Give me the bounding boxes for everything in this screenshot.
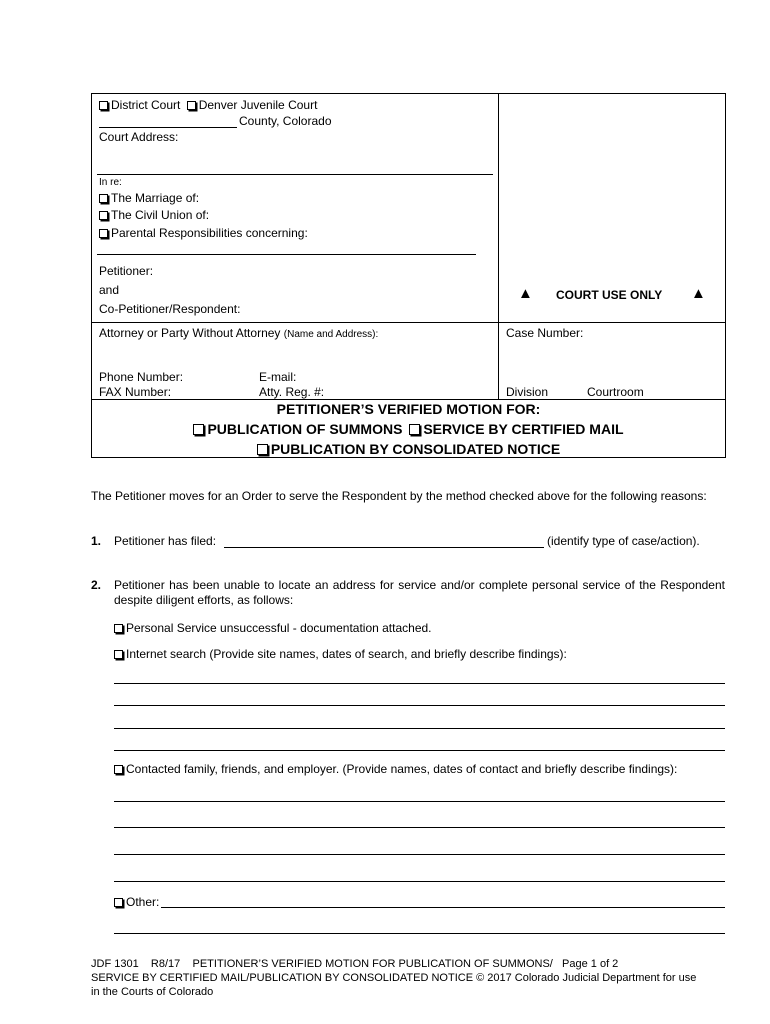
checkbox-denver-juvenile-court[interactable] (187, 101, 196, 110)
internet-search-label: Internet search (Provide site names, dates of search, and briefly describe findings): (126, 647, 567, 661)
county-blank-line[interactable] (99, 127, 237, 128)
triangle-right-icon: ▲ (691, 285, 706, 302)
publication-of-summons-label: PUBLICATION OF SUMMONS (207, 421, 403, 437)
phone-label: Phone Number: (99, 370, 184, 384)
checkbox-personal-service[interactable] (114, 624, 123, 633)
other-line-2[interactable] (114, 933, 725, 934)
court-use-only-label: COURT USE ONLY (556, 288, 663, 302)
fax-label: FAX Number: (99, 385, 172, 399)
denver-juvenile-court-label: Denver Juvenile Court (198, 98, 318, 112)
publication-consolidated-label: PUBLICATION BY CONSOLIDATED NOTICE (270, 441, 561, 457)
caption-divider (498, 93, 499, 399)
email-label: E-mail: (259, 370, 297, 384)
contacted-line-3[interactable] (114, 854, 725, 855)
contacted-line-2[interactable] (114, 827, 725, 828)
item-1-number: 1. (91, 534, 102, 548)
parties-name-line[interactable] (97, 254, 476, 255)
internet-line-4[interactable] (114, 750, 725, 751)
footer-line-3: in the Courts of Colorado (91, 986, 214, 998)
option-personal-service (114, 621, 432, 635)
case-number-label: Case Number: (506, 326, 584, 340)
marriage-label: The Marriage of: (111, 191, 200, 205)
footer-line-2: SERVICE BY CERTIFIED MAIL/PUBLICATION BY CONSOLIDATED NOTICE © 2017 Colorado Judicial Department for use (91, 972, 697, 984)
division-label: Division (506, 385, 549, 399)
internet-line-3[interactable] (114, 728, 725, 729)
footer-line-1: JDF 1301 R8/17 PETITIONER’S VERIFIED MOTION FOR PUBLICATION OF SUMMONS/ Page 1 of 2 (91, 958, 619, 970)
option-other (114, 895, 159, 909)
checkbox-contacted-family[interactable] (114, 765, 123, 774)
service-by-certified-mail-label: SERVICE BY CERTIFIED MAIL (423, 421, 624, 437)
attorney-sublabel: (Name and Address): (283, 329, 379, 340)
personal-service-label: Personal Service unsuccessful - documentation attached. (126, 621, 432, 635)
intro-text: The Petitioner moves for an Order to serve the Respondent by the method checked above for the following reasons: (91, 489, 707, 503)
court-address-label: Court Address: (99, 130, 179, 144)
petitioner-label: Petitioner: (99, 264, 154, 278)
caption-row-divider (91, 322, 726, 323)
court-address-line[interactable] (97, 174, 493, 175)
checkbox-other[interactable] (114, 898, 123, 907)
checkbox-parental-responsibilities[interactable] (99, 229, 108, 238)
item-2-number: 2. (91, 578, 102, 592)
attorney-label (99, 326, 378, 340)
checkbox-marriage[interactable] (99, 194, 108, 203)
co-petitioner-label: Co-Petitioner/Respondent: (99, 302, 241, 316)
other-line-1[interactable] (161, 907, 725, 908)
contacted-label: Contacted family, friends, and employer. (Provide names, dates of contact and briefly describe findings): (126, 762, 678, 776)
option-internet-search (114, 647, 567, 661)
option-contacted (114, 762, 677, 776)
court-options (99, 98, 317, 112)
other-label: Other: (126, 895, 160, 909)
item-1-suffix: (identify type of case/action). (547, 534, 700, 548)
attorney-label-text: Attorney or Party Without Attorney (99, 326, 281, 340)
courtroom-label: Courtroom (587, 385, 644, 399)
checkbox-internet-search[interactable] (114, 650, 123, 659)
checkbox-civil-union[interactable] (99, 211, 108, 220)
checkbox-publication-by-consolidated-notice[interactable] (257, 444, 268, 455)
motion-title: PETITIONER’S VERIFIED MOTION FOR: (276, 401, 541, 417)
district-court-label: District Court (111, 98, 181, 112)
item-1-label: Petitioner has filed: (114, 534, 217, 548)
in-re-label: In re: (99, 177, 122, 188)
contacted-line-1[interactable] (114, 801, 725, 802)
caption-title-divider (91, 399, 726, 400)
checkbox-service-by-certified-mail[interactable] (409, 424, 420, 435)
case-type-blank-line[interactable] (224, 547, 544, 548)
case-type-parental (99, 226, 308, 240)
motion-option-consolidated (91, 441, 726, 457)
motion-options-row (91, 421, 726, 437)
parental-label: Parental Responsibilities concerning: (111, 226, 308, 240)
checkbox-publication-of-summons[interactable] (193, 424, 204, 435)
triangle-left-icon: ▲ (518, 285, 533, 302)
internet-line-2[interactable] (114, 705, 725, 706)
atty-reg-label: Atty. Reg. #: (259, 385, 325, 399)
checkbox-district-court[interactable] (99, 101, 108, 110)
and-label: and (99, 283, 120, 297)
case-type-marriage (99, 191, 199, 205)
case-type-civil-union (99, 208, 209, 222)
contacted-line-4[interactable] (114, 881, 725, 882)
item-2-text: Petitioner has been unable to locate an address for service and/or complete personal service of the Respondent despite diligent efforts, as follows: (114, 578, 725, 607)
county-suffix: County, Colorado (239, 114, 332, 128)
internet-line-1[interactable] (114, 683, 725, 684)
civil-union-label: The Civil Union of: (111, 208, 210, 222)
